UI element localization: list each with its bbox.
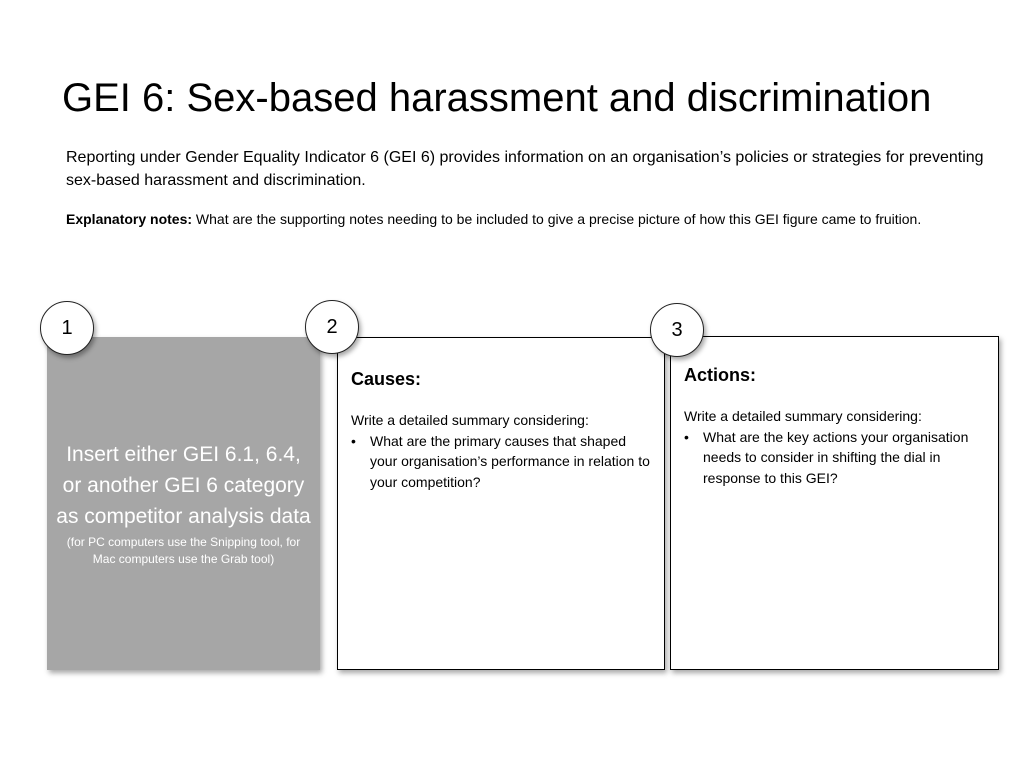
causes-lead: Write a detailed summary considering:	[351, 412, 589, 428]
causes-bullet: • What are the primary causes that shaped your organisation’s performance in relation to your competition?	[351, 431, 652, 493]
explanatory-notes	[66, 209, 976, 229]
actions-bullet: • What are the key actions your organisation needs to consider in shifting the dial in response to this GEI?	[684, 427, 986, 489]
causes-bullet-list	[351, 431, 652, 493]
page-title: GEI 6: Sex-based harassment and discrimination	[62, 76, 932, 120]
actions-lead: Write a detailed summary considering:	[684, 408, 922, 424]
step-badge-1: 1	[40, 301, 94, 355]
causes-heading: Causes:	[351, 369, 422, 389]
step-badge-2: 2	[305, 300, 359, 354]
actions-panel[interactable]	[670, 336, 999, 670]
competitor-data-placeholder[interactable]	[47, 337, 320, 670]
causes-panel[interactable]	[337, 337, 665, 670]
step-badge-3: 3	[650, 303, 704, 357]
actions-bullet-list	[684, 427, 986, 489]
actions-panel-body	[684, 363, 986, 488]
actions-heading: Actions:	[684, 365, 756, 385]
explanatory-notes-label: Explanatory notes:	[66, 211, 193, 227]
placeholder-main-text: Insert either GEI 6.1, 6.4, or another GEI 6 category as competitor analysis data	[56, 443, 311, 528]
explanatory-notes-text: What are the supporting notes needing to be included to give a precise picture of how this GEI figure came to fruition.	[195, 211, 922, 227]
intro-paragraph: Reporting under Gender Equality Indicator 6 (GEI 6) provides information on an organisation’s policies or strategies for preventing sex-based harassment and discrimination.	[66, 149, 984, 189]
causes-panel-body	[351, 367, 652, 492]
placeholder-sub-text: (for PC computers use the Snipping tool, for Mac computers use the Grab tool)	[66, 535, 301, 566]
